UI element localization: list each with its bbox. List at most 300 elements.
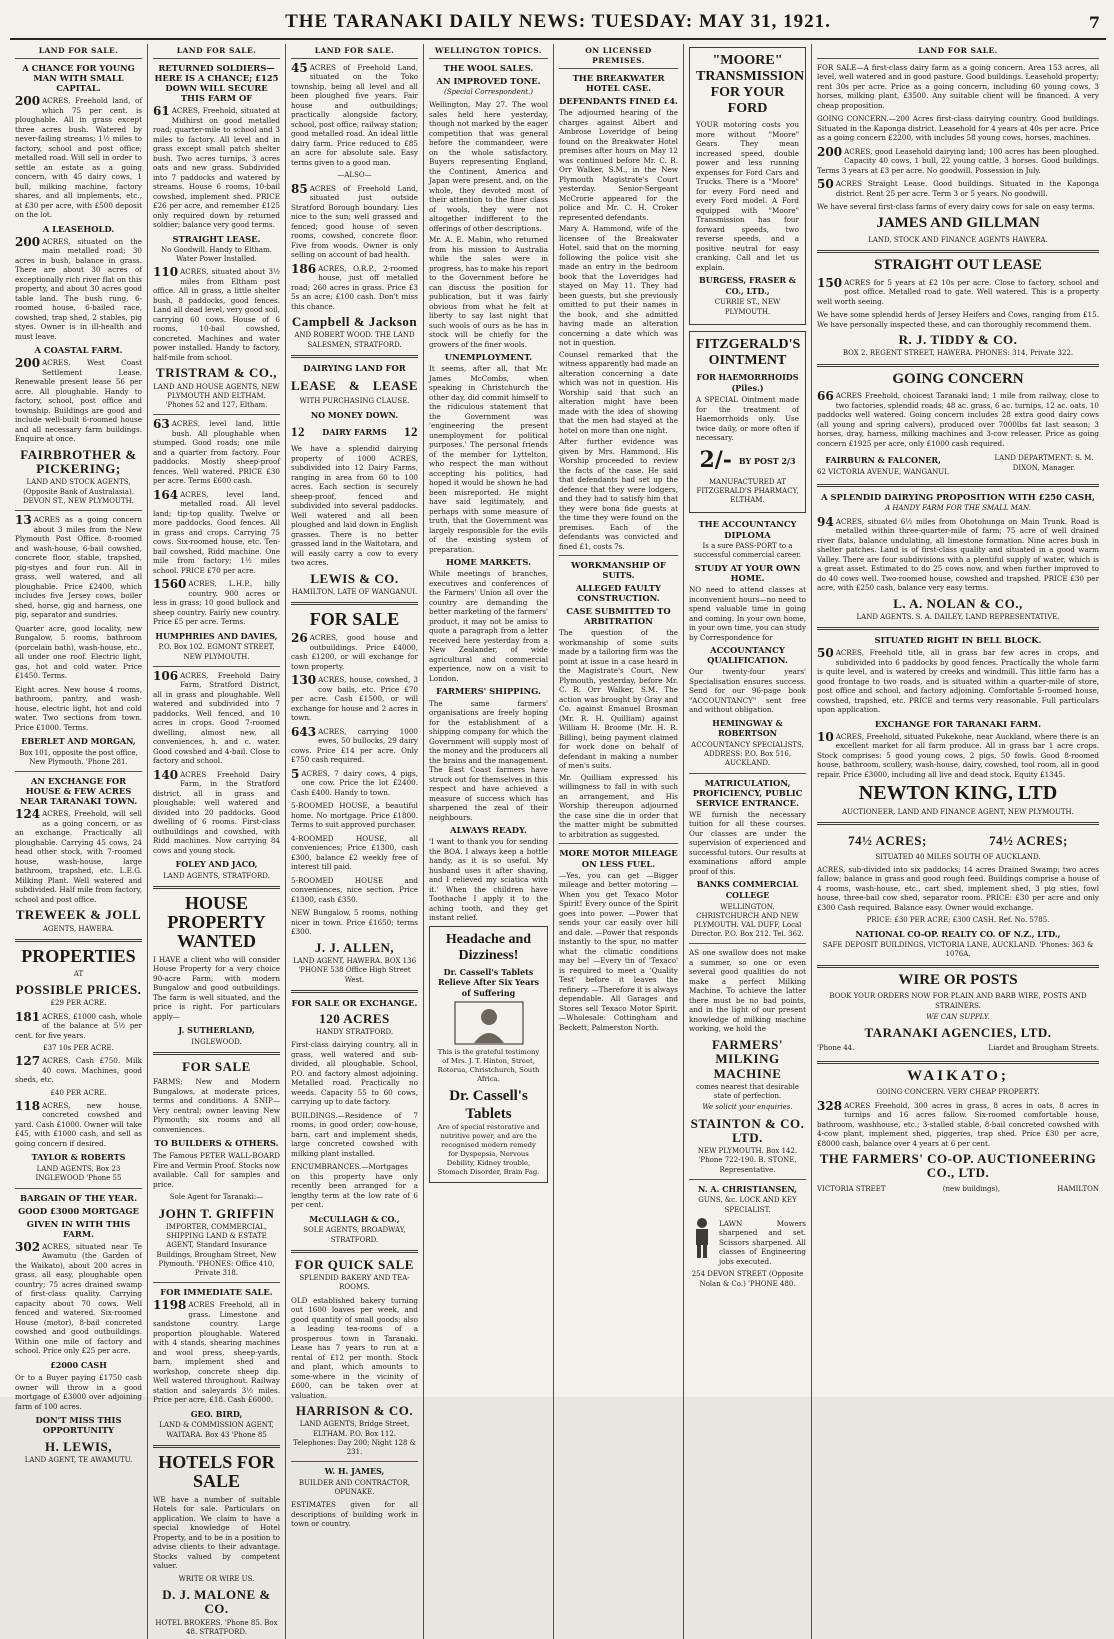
firm-address: VICTORIA STREET xyxy=(817,1184,886,1193)
firm-address: LAND AGENTS. S. A. DAILEY, LAND REPRESENTATIVE. xyxy=(856,612,1060,621)
ad-body: ACRES Freehold Dairy Farm, in the Stratford district, all in grass and ploughable; well watered and divided into 20 paddocks. Good dwelling of 6 rooms. First-class outbuildings and cowshed, with Ridd machines. Now carrying 84 cows and young stock. xyxy=(153,769,280,855)
ad-subheading: Sole Agent for Taranaki:— xyxy=(169,1193,264,1202)
ad-text xyxy=(817,275,1099,307)
price-line: £37 10s PER ACRE. xyxy=(43,1044,114,1053)
article-paragraph: Mr. A. E. Mabin, who returned from his mission to Australia while the sales were in progress, has to make his report to the Government before he can discuss the position for publication, but it was fairly obvious from what he felt at liberty to say last night that such wools of ours as he has in stock will be chiefly for the growers of the finer wools. xyxy=(429,235,548,349)
ad-text xyxy=(817,514,1099,593)
ad-body: ACRES, Freehold, will sell as a going concern, or as an exchange. Practically all ploughable. Carrying 45 cows, 24 head other stock, with 7-roomed house, wash-house, large bathroom, trapshed, etc. L.E.G. Milking Plant. Well watered and subdivided. Half mile from factory, school and post office. xyxy=(15,809,142,904)
ad-heading: GIVEN IN WITH THIS FARM. xyxy=(26,1218,131,1239)
ad-text xyxy=(15,1056,142,1085)
firm-address: HOTEL BROKERS. 'Phone 85. Box 48. STRATFORD. xyxy=(155,1618,278,1636)
column-header: WELLINGTON TOPICS. xyxy=(429,44,548,59)
ad-heading: STRAIGHT LEASE. xyxy=(172,233,261,244)
ad-body: ACRES, Freehold Dairy Farm, Stratford District, all in grass and ploughable. Well watered and subdivided into 7 paddocks. Well fenced, and 10 acres in crops. Good 7-roomed dwelling, almost new, all conveniences, h. and c. water. Good cowshed and 4-bail. Close to factory and school. xyxy=(153,670,280,766)
ad-heading: FOR IMMEDIATE SALE. xyxy=(160,1287,273,1298)
divider xyxy=(291,990,418,993)
firm-name: JAMES AND GILLMAN xyxy=(876,214,1040,231)
firm-address: 254 DEVON STREET (Opposite Nolan & Co.) 'PHONE 480. xyxy=(691,1270,804,1288)
ad-subheading: comes nearest that desirable state of perfection. xyxy=(695,1082,800,1101)
ad-number: 50 xyxy=(817,646,834,661)
straight-lease-heading: STRAIGHT OUT LEASE xyxy=(874,256,1042,273)
column-2 xyxy=(148,44,286,1639)
ad-text xyxy=(153,767,280,856)
ad-body: ACRES, carrying 1000 ewes, 50 bullocks, 29 dairy cows. Price £14 per acre. Only £750 cash required. xyxy=(291,726,418,765)
ad-text: NO need to attend classes at inconvenient hours—no need to spend valuable time in going and coming. In your own home, in your own time, you can study by Correspondence for xyxy=(689,585,806,642)
firm-address: HAMILTON xyxy=(1057,1184,1099,1193)
firm-phone: 'Phone 44. xyxy=(817,1044,855,1053)
ad-body: ACRES, Freehold title, all in grass bar few acres in crops, and subdivided into 6 paddocks by good fences. Practically the whole farm is quite level, and is watered by creeks and windmill. This little farm has a good frontage to two roads, and is situated within a quarter-mile of store, post office and school, and factory adjoining. Comfortable 5-roomed house, cowshed, trapshed, etc. PRICE and terms very reasonable. Full particulars upon application. xyxy=(817,648,1099,715)
correspondent-line: (Special Correspondent.) xyxy=(443,88,534,97)
divider xyxy=(291,602,418,605)
ad-subheading: A HANDY FARM FOR THE SMALL MAN. xyxy=(885,504,1031,513)
ad-text: ENCUMBRANCES.—Mortgages on this property have only recently been arranged for a lengthy term at the low rate of 6 per cent. xyxy=(291,1162,418,1210)
ad-text xyxy=(15,809,142,904)
firm-name: LEWIS & CO. xyxy=(310,570,399,586)
ad-body: ACRES, O.R.P., 2-roomed house, just off metalled road; 260 acres in grass. Price £3 5s an acre; £100 cash. Don't miss this chance. xyxy=(291,263,418,311)
acres-heading: 74½ ACRES; xyxy=(989,833,1068,849)
firm-address: Box 101, opposite the post office, New Plymouth. 'Phone 281. xyxy=(19,748,138,766)
ad-text: 5-ROOMED HOUSE and conveniences, nice section. Price £1300, cash £350. xyxy=(291,875,418,904)
fitzgerald-ad xyxy=(689,331,806,514)
article-paragraph: Mr. Quilliam expressed his willingness to fall in with such an arrangement, and His Worship thereupon adjourned the case sine die in order that the matter might be submitted to arbitration as suggested. xyxy=(559,772,678,839)
ad-number: 13 xyxy=(15,513,32,528)
divider xyxy=(817,1061,1099,1064)
article-paragraph: —Yes, you can get —Bigger mileage and better motoring —When you get Texaco Motor Spirit! Every ounce of the Spirit goes into power. —Power that sends your car easily over hill and dale. —Power that responds instantly to the spur, no matter what the climatic conditions may be! —Every tin of 'Texaco' is required to meet a 'Quality Test' before it leaves the refinery. —Therefore it is always dependable. All Garages and Stores sell Texaco Motor Spirit. —Wholesale: Cottingham and Beckett, Palmerston North. xyxy=(559,870,678,1032)
article-heading: THE BREAKWATER HOTEL CASE. xyxy=(572,72,665,93)
ad-heading: A LEASEHOLD. xyxy=(42,223,115,234)
price-line: £29 PER ACRE. xyxy=(50,999,107,1008)
column-header: LAND FOR SALE. xyxy=(291,44,418,59)
firm-name: J. J. ALLEN, xyxy=(314,939,395,955)
article-paragraph: Counsel remarked that the witness apparently had made an alteration concerning a date which was not in question. His Worship said that such an alteration might have been made with the idea of showing that the men had stayed at the hotel on more than one night. xyxy=(559,349,678,435)
firm-address: LAND & COMMISSION AGENT, WAITARA. Box 43 'Phone 85 xyxy=(159,1421,274,1439)
ad-text: Our twenty-four years' Specialisation ensures success. Send for our 96-page book "ACCOUNTANCY" sent free and without obligation. xyxy=(689,667,806,715)
column-3 xyxy=(286,44,424,1639)
ad-text xyxy=(153,267,280,362)
ad-body: ACRES as a going concern about 3 miles from the New Plymouth Post Office. 8-roomed and wash-house, 6-bail cowshed, concrete floor, stable, trapshed, pig-styes and four run. All in grass, well watered, and all ploughable. Price £2400, which includes five Jersey cows, boiler shed, horse, gig and harness, one pig, separator and sundries. xyxy=(15,515,142,620)
divider xyxy=(153,414,280,415)
ad-text: Eight acres. New house 4 rooms, bathroom, pantry, and wash-house, electric light, hot and cold water. Two sections from town. Price £1000. Terms. xyxy=(15,684,142,732)
firm-address: IMPORTER, COMMERCIAL, SHIPPING LAND & ESTATE AGENT, Standard Insurance Buildings, Brougham Street, New Plymouth. 'PHONES: Office 410, Private 318. xyxy=(156,1222,277,1278)
divider xyxy=(817,965,1099,968)
ad-body: ACRES, 7 dairy cows, 4 pigs, one cow. Price the lot £2400. Cash £400. Handy to town. xyxy=(291,768,418,797)
ad-heading: STUDY AT YOUR OWN HOME. xyxy=(694,563,801,584)
ad-text: 4-ROOMED HOUSE, all conveniences; Price £1300, cash £300, balance £2 weekly free of interest till paid. xyxy=(291,833,418,872)
ad-text xyxy=(291,633,418,671)
ad-text: 5-ROOMED HOUSE, a beautiful home. No mortgage. Price £1800. Terms to suit approved purchaser. xyxy=(291,801,418,830)
ad-subheading: FOR HAEMORRHOIDS (Piles.) xyxy=(696,372,799,393)
divider xyxy=(15,1188,142,1189)
columns xyxy=(10,44,1106,1636)
ad-heading: MATRICULATION, PROFICIENCY, PUBLIC SERVICE ENTRANCE. xyxy=(692,777,803,808)
cassell-brand: Dr. Cassell's Tablets xyxy=(449,1088,528,1122)
ad-body: ACRES, level land, little bush. All ploughable when stumped. Good roads; one mile and a quarter from factory. Four paddocks. Mostly sheep-proof fences. Well watered. PRICE £30 per acre. Terms £600 cash. xyxy=(153,419,280,486)
firm-name: BANKS COMMERCIAL COLLEGE xyxy=(696,879,799,900)
article-heading: CASE SUBMITTED TO ARBITRATION xyxy=(566,606,671,627)
ad-subheading: BOOK YOUR ORDERS NOW FOR PLAIN AND BARB WIRE, POSTS AND STRAINERS. xyxy=(829,992,1087,1010)
firm-name: TAYLOR & ROBERTS xyxy=(31,1152,126,1163)
ad-body: ACRES, Freehold land, of which 75 per cent. is ploughable. All in grass except three acres bush. Watered by never-failing streams; 1½ miles to factory, school and post office; metalled road. Will sell in order to settle an estate as a going concern, with 45 dairy cows, 1 bull, milking machine, factory shares, and all implements, etc., at £30 per acre, with £500 deposit on the lot. xyxy=(15,96,142,220)
ad-text xyxy=(817,1098,1099,1149)
moore-ad xyxy=(689,47,806,325)
firm-address: SOLE AGENTS, BROADWAY, STRATFORD. xyxy=(303,1226,406,1244)
ad-text xyxy=(291,60,418,168)
firm-address: (new buildings), xyxy=(942,1184,1001,1193)
firm-name: W. H. JAMES, xyxy=(324,1466,385,1477)
ad-number: 200 xyxy=(15,356,41,371)
firm-address: LAND AGENTS, Bridge Street, ELTHAM. P.O. Box 112. Telephones: Day 200; Night 128 & 231. xyxy=(293,1420,416,1457)
price-line: PRICE: £30 PER ACRE; £300 CASH. Ref. No. 5785. xyxy=(866,916,1050,925)
acres-heading: 74½ ACRES; xyxy=(848,833,927,849)
firm-name: NATIONAL CO-OP. REALTY CO. OF N.Z., LTD., xyxy=(855,928,1061,939)
firm-address: MANUFACTURED AT FITZGERALD'S PHARMACY, ELTHAM. xyxy=(696,477,799,505)
firm-row xyxy=(817,452,1099,479)
firm-name: HEMINGWAY & ROBERTSON xyxy=(712,717,783,739)
ad-number: 118 xyxy=(15,1098,41,1113)
ad-subheading: SITUATED 40 MILES SOUTH OF AUCKLAND. xyxy=(875,852,1041,861)
firm-address: WELLINGTON, CHRISTCHURCH AND NEW PLYMOUTH. VAL DUFF, Local Director. P.O. Box 212. Tel. 362. xyxy=(691,902,804,939)
divider xyxy=(291,1461,418,1462)
ad-number: 85 xyxy=(291,181,308,196)
firm-address: SAFE DEPOSIT BUILDINGS, VICTORIA LANE, AUCKLAND. 'Phones: 363 & 1076A. xyxy=(822,941,1094,959)
firm-address: BOX 2. REGENT STREET, HAWERA. PHONES: 314, Private 322. xyxy=(842,349,1074,358)
ad-text: GOING CONCERN.—200 Acres first-class dairying country. Good buildings. Situated in the Kaponga district. Leasehold for 4 years at 40s per acre. Price as a going concern £2200, with includes 58 young cows, horses, machines. xyxy=(817,114,1099,143)
column-header: LAND FOR SALE. xyxy=(817,44,1099,59)
cassell-description: Are of special restorative and nutritive power, and are the recognised modern remedy for Dyspepsia, Nervous Debility, Kidney trouble, Stomach Disorder, Brain Fag. xyxy=(437,1122,540,1176)
ad-text xyxy=(291,181,418,260)
firm-name: L. A. NOLAN & CO., xyxy=(893,595,1023,611)
ad-number: 200 xyxy=(15,94,41,109)
firm-address: LAND AGENT, HAWERA. BOX 136 'PHONE 538 Office High Street West. xyxy=(292,957,417,984)
ad-text: WE furnish the necessary tuition for all these courses. Our classes are under the supervision of experienced and successful tutors. Our results at examinations afford ample proof of this. xyxy=(689,809,806,876)
ad-text xyxy=(153,419,280,486)
ad-body: ACRES Freehold, all in grass. Limestone and sandstone country. Large proportion ploughable. Watered with 4 stands, shearing machines and wool press, sheep-yards, barn, implement shed and workshop, concrete sheep dip. Well watered throughout. Railway station and saleyards 3½ miles. Price per acre, £18. Cash £6000. xyxy=(153,1300,280,1405)
ad-text: WE have a number of suitable Hotels for sale. Particulars on application. We claim to have a special knowledge of Hotel Property, and to be in a position to advise clients to their advantage. Stocks valued by competent valuer. xyxy=(153,1494,280,1571)
page-number: 7 xyxy=(1088,12,1100,32)
going-concern-heading: GOING CONCERN xyxy=(892,370,1024,387)
ad-text xyxy=(817,391,1099,448)
ad-text xyxy=(15,1239,142,1356)
ad-number: 200 xyxy=(15,234,41,249)
article-paragraph: While meetings of branches, executives and conferences of the Farmers' Union all over the country are demanding the better marketing of the farmers' product, it may not be amiss to quote a paragraph from a letter received here yesterday from a New Zealander, of wide agricultural and commercial experience, now on a visit to London. xyxy=(429,569,548,683)
acres-row xyxy=(817,830,1099,850)
ad-text xyxy=(15,358,142,444)
ad-text: ACRES, sub-divided into six paddocks; 14 acres Drained Swamp; two acres fallow; balance in grass and good rough feed. Buildings comprise a house of 4 rooms, wash-house, etc., cart shed, implement shed, 3 pig sties, fowl house, three-bail cow shed, separator room. PRICE: £30 per acre and only £300 Cash required. Balance easy. Owner would exchange. xyxy=(817,864,1099,912)
firm-name: STAINTON & CO. LTD. xyxy=(690,1115,805,1145)
firm-name: NEWTON KING, LTD xyxy=(858,782,1058,805)
firm-block xyxy=(817,452,949,479)
firm-name: TARANAKI AGENCIES, LTD. xyxy=(864,1025,1052,1041)
ad-body: ACRES, situated 6½ miles from Ohotohunga on Main Trunk. Road is metalled within three-quarter-mile of farm; 75 acre of well drained river flats, balance undulating, all limestone formation. Nine acres bush in shelter patches. Land is of first-class quality and situated in a good warm Valley. There are four subdivisions with a plentiful supply of water, which is a great asset. Estimated to do 25 cows now, and when further improved to do 40 cows well. Two-roomed house, cowshed and trapshed. PRICE £30 per acre, with £250 cash, balance very easy terms. xyxy=(817,516,1099,592)
ad-text xyxy=(817,648,1099,715)
article-heading: ALWAYS READY. xyxy=(450,825,527,836)
divider xyxy=(153,886,280,889)
headache-heading: Headache and Dizziness! xyxy=(445,931,532,963)
ad-body: ACRES of Freehold Land, situated just outside Stratford Borough boundary. Lies nice to the sun; well grassed and fenced; good house of seven rooms, cowshed, concrete floor. Five from woods. Owner is only selling on account of bad health. xyxy=(291,183,418,260)
firm-name: FAIRBROTHER & PICKERING; xyxy=(20,446,137,477)
firm-address: NEW PLYMOUTH. Box 142. 'Phone 722-190. B. STONE, Representative. xyxy=(697,1147,798,1174)
ad-body: ACRES, situated near Te Awamutu (the Garden of the Waikato), about 200 acres in grass, all easy, ploughable open country; 75 acres drained swamp of first-class quality. Carrying capacity about 70 cows. Well fenced and watered. Six-roomed House (motor), 8-bail concreted cowshed and good outbuildings. Within one mile of factory and school. Price only £25 per acre. xyxy=(15,1241,142,1356)
hotels-heading: HOTELS FOR SALE xyxy=(158,1451,275,1491)
cassell-ad xyxy=(429,926,548,1183)
ad-number: 26 xyxy=(291,631,308,646)
ad-heading: TO BUILDERS & OTHERS. xyxy=(154,1138,279,1149)
portrait-icon xyxy=(454,1001,524,1045)
firm-name: D. J. MALONE & CO. xyxy=(162,1586,271,1617)
firm-address: LAND, STOCK AND FINANCE AGENTS HAWERA. xyxy=(868,235,1048,244)
firm-name: HARRISON & CO. xyxy=(295,1403,414,1419)
ad-number: 150 xyxy=(817,275,843,290)
ad-heading: FOR SALE OR EXCHANGE. xyxy=(291,997,418,1008)
column-4 xyxy=(424,44,554,1639)
ad-text xyxy=(15,515,142,620)
article-heading: WORKMANSHIP OF SUITS. xyxy=(571,560,666,581)
ad-body: ACRES, £1000 cash, whole of the balance at 5½ per cent. for five years. xyxy=(15,1011,142,1040)
ad-text: We have a splendid dairying property of 1000 ACRES, subdivided into 12 Dairy Farms, ranging in area from 60 to 100 acres. Each section is securely sheep-proof, fenced and subdivided into several paddocks. Well watered and all been ploughed and laid down in English grasses. There is no better grassed land in the Waitotara, and will easily carry a cow to every two acres. xyxy=(291,444,418,568)
firm-address: GUNS, &c. LOCK AND KEY SPECIALIST. xyxy=(698,1196,797,1214)
man-figure-icon xyxy=(689,1217,715,1259)
divider xyxy=(817,484,1099,487)
ad-subheading: WITH PURCHASING CLAUSE. xyxy=(299,397,410,406)
column-header: ON LICENSED PREMISES. xyxy=(559,44,678,69)
ad-heading: AN EXCHANGE FOR HOUSE & FEW ACRES NEAR TARANAKI TOWN. xyxy=(19,776,138,807)
properties-heading: PROPERTIES xyxy=(21,945,136,966)
ad-text: FOR SALE—A first-class dairy farm as a going concern. Area 153 acres, all level, well watered and in good pasture. Good buildings. Leasehold property; rent 30s per acre. Price as a going concern, including 60 young cows, 3 horses, milking plant, £3500. Any suitable client will be financed. A very cheap proposition. xyxy=(817,62,1099,110)
column-5 xyxy=(554,44,684,1639)
ad-number: 643 xyxy=(291,724,317,739)
lawn-mower-row xyxy=(689,1217,806,1269)
article-heading: THE WOOL SALES. xyxy=(443,62,534,73)
ad-text xyxy=(153,487,280,576)
divider xyxy=(15,939,142,942)
firm-address: AUCTIONEER, LAND AND FINANCE AGENT, NEW PLYMOUTH. xyxy=(842,808,1074,817)
ad-subheading: HANDY STRATFORD. xyxy=(315,1028,394,1037)
firm-name: TRISTRAM & CO., xyxy=(156,365,277,381)
ad-number: 66 xyxy=(817,389,834,404)
ad-body: ACRES, house, cowshed, 3 cow bails, etc. Price £70 per acre. Cash £1500, or will exchange for house and 2 acres in town. xyxy=(291,675,418,723)
firm-name: H. LEWIS, xyxy=(45,1438,112,1454)
firm-name: BURGESS, FRASER & CO., LTD., xyxy=(698,275,797,296)
ad-body: ACRES Freehold, choicest Taranaki land; 1 mile from railway, close to two factories, splendid roads; 48 ac. grass, 6 ac. turnips, 12 ac. oats, 10 paddocks well watered. Going concern includes 28 extra good dairy cows (all young and spring calvers), produced over 7000lbs fat last season; 3 horses, dray, harness, milking machines and 3-cow releaser. Price as going concern £1925 per acre, only £1000 cash required. xyxy=(817,391,1099,448)
dairy-farms-row xyxy=(291,421,418,441)
firm-address: LAND AGENT, TE AWAMUTU. xyxy=(24,1455,133,1464)
ad-subheading: We solicit your enquiries. xyxy=(702,1103,793,1112)
ad-text xyxy=(153,579,280,627)
ad-text: The Famous PETER WALL-BOARD Fire and Vermin Proof. Stocks now available. Call for samples and price. xyxy=(153,1151,280,1189)
properties-at: AT xyxy=(73,969,84,978)
ad-number: 61 xyxy=(153,104,170,119)
ad-body: ACRES, West Coast Settlement Lease. Renewable present lease 56 per acre. All ploughable. Handy to factory, school, post office and township. Buildings are good and include well-built 6-roomed house and all necessary farm buildings. Enquire at once. xyxy=(15,358,142,444)
firm-address: AND ROBERT WOOD. THE LAND SALESMEN, STRATFORD. xyxy=(294,331,415,349)
ad-number: 186 xyxy=(291,261,317,276)
ad-text xyxy=(153,1300,280,1405)
divider xyxy=(817,627,1099,630)
ad-body: ACRES, good Leasehold dairying land; 100 acres has been ploughed. Capacity 40 cows, 1 bull, 22 young cattle, 3 horses. Good buildings. Terms 3 years at £3 per acre. No goodwill. Possession in July. xyxy=(817,146,1099,175)
price-line: £40 PER ACRE. xyxy=(50,1088,107,1097)
ad-body: ACRES, level land, metalled road. All level land; tip-top quality. Twelve or more paddocks. Good fences. All in grass and crops. Carrying 75 cows. Six-roomed house, etc. Ten-bail cowshed, Ridd machine. One mile from factory; 1½ miles school. PRICE £70 per acre. xyxy=(153,489,280,575)
ad-heading: SITUATED RIGHT IN BELL BLOCK. xyxy=(874,635,1042,646)
ad-body: ACRES, good house and outbuildings. Price £4000, cash £1200, or will exchange for town property. xyxy=(291,633,418,671)
ad-number: 130 xyxy=(291,673,317,688)
firm-address: INGLEWOOD. xyxy=(191,1037,242,1046)
divider xyxy=(291,355,418,358)
ad-subheading: Is a sure PASS-PORT to a successful commercial career. xyxy=(693,541,802,559)
divider xyxy=(15,510,142,511)
ad-text: Or to a Buyer paying £1750 cash owner will throw in a good mortgage of £3000 over adjoining farm of 100 acres. xyxy=(15,1373,142,1411)
ad-body: ACRES, Freehold, situated at Midhirst on good metalled road; quarter-mile to school and 3 miles to factory. All level and in grass except small patch shelter bush. Two acres turnips, 3 acres oats and new grass. Subdivided into 7 paddocks and watered by streams. House 6 rooms, 10-bail cowshed, implement shed. PRICE £26 per acre, and remember £125 only required down by returned soldier; balance very good terms. xyxy=(153,106,280,230)
ad-body: ACRES Straight Lease. Good buildings. Situated in the Kaponga district. Rent 25 per acre. Term 3 or 5 years. No goodwill. xyxy=(835,179,1099,198)
firm-address: 62 VICTORIA AVENUE, WANGANUI. xyxy=(817,467,950,476)
for-sale-heading: FOR SALE xyxy=(309,609,400,630)
ad-number: 124 xyxy=(15,807,41,822)
fitzgerald-heading: FITZGERALD'S OINTMENT xyxy=(696,336,801,369)
firm-name: HUMPHRIES AND DAVIES, xyxy=(155,630,278,641)
firm-address: P.O. Box 102. EGMONT STREET, NEW PLYMOUTH. xyxy=(158,643,275,661)
firm-address: LAND AGENTS, Box 23 INGLEWOOD 'Phone 55 xyxy=(35,1165,122,1183)
ad-text: We have some splendid herds of Jersey Heifers and Cows, ranging from £15. We have personally inspected these, and can thoroughly recommend them. xyxy=(817,310,1099,329)
firm-name: FAIRBURN & FALCONER, xyxy=(825,455,941,466)
divider xyxy=(559,843,678,844)
firm-contact-row xyxy=(817,1183,1099,1196)
ad-body: ACRES of Freehold Land, situated on the Toko township, being all level and all been ploughed five years. Fair house and outbuildings; practically alongside factory, school, post office, railway station; good metalled road. An ideal little dairy farm. Price reduced to £85 an acre for absolute sale. Easy terms given to a good man. xyxy=(291,62,418,167)
firm-address: CURRIE ST., NEW PLYMOUTH. xyxy=(714,298,781,316)
article-heading: MORE MOTOR MILEAGE ON LESS FUEL. xyxy=(559,848,678,869)
masthead xyxy=(10,6,1106,40)
quick-sale-heading: FOR QUICK SALE xyxy=(295,1256,414,1272)
firm-name: McCULLAGH & CO., xyxy=(309,1213,400,1224)
divider xyxy=(689,773,806,774)
ad-body: ACRES, L.H.P., hilly country. 900 acres or less in grass; 10 good bullock and sheep country. Fairly new country. Price £5 per acre. Terms. xyxy=(153,579,280,627)
waikato-heading: WAIKATO; xyxy=(907,1067,1009,1084)
ad-number: 50 xyxy=(817,177,834,192)
article-paragraph: Mary A. Hammond, wife of the licensee of the Breakwater Hotel, said that on the morning following the police visit she made an entry in the bedroom book that the Loveridges had stayed on May 11. They had been guests, but she previously omitted to put their names in the book, and she admitted having made an alteration concerning a date which was not in question. xyxy=(559,224,678,348)
ad-text: ESTIMATES given for all descriptions of building work in town or country. xyxy=(291,1500,418,1529)
wire-posts-heading: WIRE OR POSTS xyxy=(898,971,1018,988)
article-paragraph: The same farmers' organisations are freely hoping for the establishment of a shipping company for which the Government will supply most of the money and the producers all the brains and the management. The East Coast farmers have struck out for themselves in this respect and have achieved a measure of success which has sharpened the zeal of their neighbours. xyxy=(429,698,548,822)
firm-address: LAND AND STOCK AGENTS, (Opposite Bank of Australasia). DEVON ST., NEW PLYMOUTH. xyxy=(23,478,134,505)
firm-name: JOHN T. GRIFFIN xyxy=(158,1205,275,1221)
cash-line: £2000 CASH xyxy=(50,1359,107,1370)
firm-name: FOLEY AND JACO, xyxy=(175,859,258,870)
ad-number: 127 xyxy=(15,1054,41,1069)
price-mark: 2/- xyxy=(699,446,732,473)
ad-text: Quarter acre, good locality, new Bungalow, 5 rooms, bathroom (porcelain bath), wash-house, etc., all under one roof. Electric light, gas, hot and cold water. Price £1450. Terms. xyxy=(15,623,142,681)
divider xyxy=(291,1250,418,1253)
acres-heading: 120 ACRES xyxy=(319,1010,390,1026)
for-sale-heading: FOR SALE xyxy=(182,1059,251,1074)
firm-address: AGENTS, HAWERA. xyxy=(42,924,115,933)
article-heading: FARMERS' SHIPPING. xyxy=(436,686,541,697)
ad-text xyxy=(153,106,280,230)
newspaper-title: THE TARANAKI DAILY NEWS: TUESDAY: MAY 31, 1921. xyxy=(285,11,831,32)
ad-number: 45 xyxy=(291,60,308,75)
ad-body: ACRES for 5 years at £2 10s per acre. Close to factory, school and post office. Metalled road to gate. Well watered. This is a property well worth seeing. xyxy=(817,277,1099,306)
ad-subheading: WRITE OR WIRE US. xyxy=(178,1574,255,1583)
ad-text xyxy=(291,766,418,798)
ad-body: ACRES Freehold, 300 acres in grass, 8 acres in oats, 8 acres in turnips and 16 acres fallow. Six-roomed comfortable house, bathroom, washhouse, etc.; 3-stalled stable, 8-bail concreted cowshed with 4-cow plant, implement shed, piggeries, trap shed. Price £30 per acre, £8000 cash, balance over 4 years at 6 per cent. xyxy=(817,1100,1099,1148)
ad-text: FARMS; New and Modern Bungalows, at moderate prices, terms and conditions. A SNIP—Very central; owner leaving New Plymouth; six rooms and all conveniences. xyxy=(153,1077,280,1134)
ad-heading: ACCOUNTANCY QUALIFICATION. xyxy=(707,645,788,666)
ad-text xyxy=(817,144,1099,176)
ad-number: 164 xyxy=(153,487,179,502)
ad-subheading: NO MONEY DOWN. xyxy=(310,409,399,420)
ad-body: ACRES, situated on the main metalled road; 30 acres in bush, balance in grass. There are about 30 acres of exceptionally rich river flat on this property, and about 30 acres good table land. The bush rung, 6-roomed house, 6-bailed race, cowshed, trap shed, 2 stables, pig styes. Owner is in ill-health and must leave. xyxy=(15,236,142,341)
divider xyxy=(817,364,1099,367)
article-paragraph: It seems, after all, that Mr. James McCombs, when speaking in Christchurch the other day, did commit himself to the ridiculous statement that the Government was 'engineering the present unemployment for political purposes.' The personal friends of the member for Lyttelton, who respect the man without accepting his politics, had hoped it would be shown he had been misreported. He might have said legitimately, and perhaps with some measure of truth, that the Government was largely responsible for the evils of the existing system of preparation. xyxy=(429,364,548,554)
ad-number: 1198 xyxy=(153,1298,187,1313)
ad-heading: A CHANCE FOR YOUNG MAN WITH SMALL CAPITAL. xyxy=(22,62,135,94)
firm-address: BUILDER AND CONTRACTOR, OPUNAKE. xyxy=(298,1478,411,1497)
ad-text: BUILDINGS.—Residence of 7 rooms, in good order; cow-house, barn, cart and implement sheds, large concreted cowshed with milking plant installed. xyxy=(291,1110,418,1158)
testimonial-text: This is the grateful testimony of Mrs. J. T. Hinton, Street, Rotorua, Christchurch, South Africa. xyxy=(437,1048,540,1084)
ad-number: 63 xyxy=(153,417,170,432)
column-header: LAND FOR SALE. xyxy=(153,44,280,59)
ad-heading: GOOD £3000 MORTGAGE xyxy=(18,1205,139,1216)
firm-name: R. J. TIDDY & CO. xyxy=(898,332,1018,348)
ad-number: 328 xyxy=(817,1098,843,1113)
ad-number: 10 xyxy=(817,729,834,744)
firm-address: Liardet and Brougham Streets. xyxy=(988,1044,1099,1053)
moore-heading: "MOORE" TRANSMISSION FOR YOUR FORD xyxy=(696,53,805,117)
ad-text xyxy=(153,668,280,766)
firm-name: GEO. BIRD, xyxy=(190,1408,243,1419)
ad-heading: EXCHANGE FOR TARANAKI FARM. xyxy=(874,718,1042,729)
firm-name: Campbell & Jackson xyxy=(291,314,418,330)
ad-text xyxy=(291,261,418,312)
lease-word: LEASE xyxy=(291,377,337,393)
ad-text: NEW Bungalow, 5 rooms, nothing nicer in town. Price £1650; terms £300. xyxy=(291,908,418,937)
post-price: BY POST 2/3 xyxy=(738,455,796,466)
ad-subheading: SPLENDID BAKERY AND TEA-ROOMS. xyxy=(299,1274,410,1292)
ad-body: ACRES, Cash £750. Milk 40 cows. Machines, good sheds, etc. xyxy=(15,1056,142,1085)
ad-body: ACRES, new house, concreted cowshed and yard. Cash £1000. Owner will take £45, with £1000 cash, and sell as going concern if desired. xyxy=(15,1100,142,1148)
ad-number: 1560 xyxy=(153,577,187,592)
ad-number: 94 xyxy=(817,514,834,529)
ad-subheading: GOING CONCERN. VERY CHEAP PROPERTY. xyxy=(876,1088,1040,1097)
farm-count: 12 xyxy=(403,424,418,440)
divider xyxy=(153,1282,280,1283)
ad-text xyxy=(15,96,142,220)
ad-number: 106 xyxy=(153,668,179,683)
divider xyxy=(689,943,806,944)
lease-row xyxy=(291,375,418,395)
headache-subheading: Dr. Cassell's Tablets Relieve After Six Years of Suffering xyxy=(437,966,540,998)
also-line: —ALSO— xyxy=(337,171,372,180)
ad-heading: THE ACCOUNTANCY DIPLOMA xyxy=(698,519,797,540)
ad-number: 181 xyxy=(15,1009,41,1024)
ad-heading: DON'T MISS THIS OPPORTUNITY xyxy=(35,1415,122,1436)
ad-body: ACRES, Freehold, situated Pukekohe, near Auckland, where there is an excellent market for all farm produce. All in grass bar 1 acre crops. Stock comprises: 5 good young cows, 2 pigs, 50 fowls. Good 8-roomed house, bathroom, scullery, wash-house, dairy, cowshed, tool room, all in good repair. Price £3000, including all live and dead stock. Equity £1345. xyxy=(817,731,1099,779)
article-heading: HOME MARKETS. xyxy=(445,557,532,568)
ad-text xyxy=(15,234,142,342)
ad-text: AS one swallow does not make a summer, so one or even several good qualities do not make a perfect Milking Machine. To achieve the latter there must be no bad points, and in the light of our present knowledge of milking machine working, we hold the xyxy=(689,948,806,1034)
ad-heading: A COASTAL FARM. xyxy=(34,345,123,356)
article-heading: ALLEGED FAULTY CONSTRUCTION. xyxy=(575,583,662,604)
ad-text: We have several first-class farms of every dairy cows for sale on easy terms. xyxy=(817,202,1095,212)
ad-text: First-class dairying country, all in grass, well watered and sub-divided, all ploughable. School, P.O. and factory almost adjoining. Metalled road. Practically no weeds. Capacity 55 to 60 cows, carrying up to date factory. xyxy=(291,1040,418,1107)
dairy-farms-label: DAIRY FARMS xyxy=(322,426,387,437)
article-paragraph: After further evidence was given by Mrs. Hammond, His Worship proceeded to review the facts of the case. He said that defendants had set up the defence that they were lodgers, and they had to satisfy him that they were bona fide guests at the time they were found on the premises. Each of the defendants was convicted and fined £1, costs 7s. xyxy=(559,437,678,551)
milking-machine-heading: FARMERS' MILKING MACHINE xyxy=(712,1036,783,1081)
firm-address: ACCOUNTANCY SPECIALISTS, ADDRESS: P.O. Box 516, AUCKLAND. xyxy=(691,740,804,768)
article-heading: DEFENDANTS FINED £4. xyxy=(559,95,678,106)
ad-heading: DAIRYING LAND FOR xyxy=(303,362,406,373)
ad-heading: A SPLENDID DAIRYING PROPOSITION WITH £250 CASH, xyxy=(821,492,1095,503)
farm-count: 12 xyxy=(291,424,305,440)
article-paragraph: The adjourned hearing of the charges against Albert and Ambrose Loveridge of being found on the Breakwater Hotel premises after hours on May 12 was continued before Mr. C. R. Orr Walker, S.M., in the New Plymouth Magistrate's Court yesterday. Senior-Sergeant McCrorie appeared for the police and Mr. C. H. Croker represented defendants. xyxy=(559,108,678,222)
ad-number: 302 xyxy=(15,1239,41,1254)
column-1 xyxy=(10,44,148,1639)
